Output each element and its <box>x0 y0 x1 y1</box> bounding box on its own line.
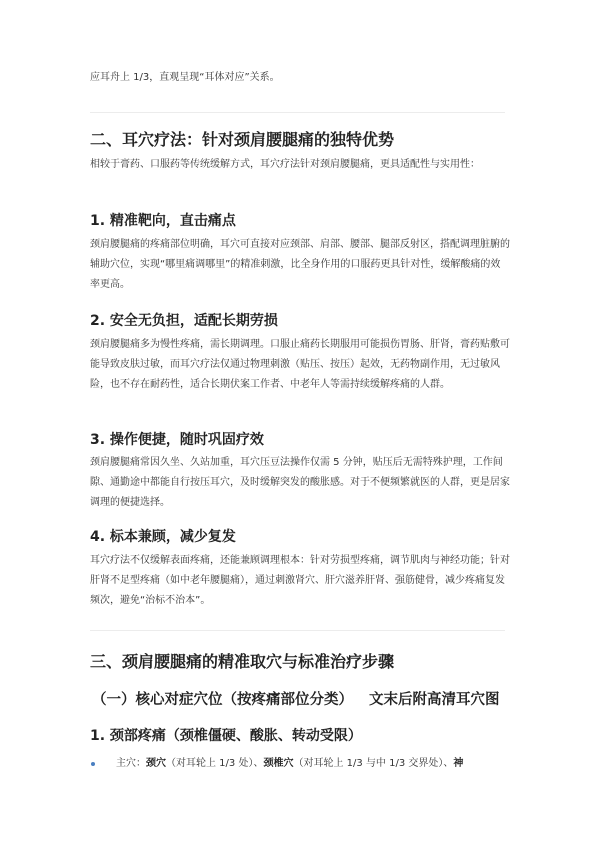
acupoint-third: 神 <box>453 758 464 769</box>
point1-heading: 1. 精准靶向，直击痛点 <box>90 213 236 229</box>
section3-heading: 三、颈肩腰腿痛的精准取穴与标准治疗步骤 <box>90 652 395 671</box>
section2-lead: 相较于膏药、口服药等传统缓解方式，耳穴疗法针对颈肩腰腿痛，更具适配性与实用性： <box>90 159 480 170</box>
acupoint-neck: 颈穴 <box>146 758 166 769</box>
point3-heading: 3. 操作便捷，随时巩固疗效 <box>90 432 264 448</box>
acupoint-cervical-desc: （对耳轮上 1/3 与中 1/3 交界处）、 <box>293 758 454 769</box>
intro-tail-text: 应耳舟上 1/3，直观呈现“耳体对应”关系。 <box>90 72 280 83</box>
section2-heading: 二、耳穴疗法：针对颈肩腰腿痛的独特优势 <box>90 130 395 149</box>
neck-pain-heading: 1. 颈部疼痛（颈椎僵硬、酸胀、转动受限） <box>90 728 362 744</box>
bullet-prefix: 主穴： <box>116 758 146 769</box>
section-divider <box>90 630 505 631</box>
point3-body: 颈肩腰腿痛常因久坐、久站加重，耳穴压豆法操作仅需 5 分钟，贴压后无需特殊护理，工作间隙、通勤途中都能自行按压耳穴，及时缓解突发的酸胀感。对于不便频繁就医的人群，更是居家调理的便捷选择。 <box>90 457 510 508</box>
acupoint-bullet <box>116 754 516 774</box>
bullet-dot <box>91 762 95 766</box>
point2-body: 颈肩腰腿痛多为慢性疼痛，需长期调理。口服止痛药长期服用可能损伤胃肠、肝肾，膏药贴敷可能导致皮肤过敏，而耳穴疗法仅通过物理刺激（贴压、按压）起效，无药物副作用，无过敏风险，也不存在耐药性，适合长期伏案工作者、中老年人等需持续缓解疼痛的人群。 <box>90 339 510 390</box>
subheading-text: （一）核心对症穴位（按疼痛部位分类） <box>92 692 353 708</box>
acupoint-neck-desc: （对耳轮上 1/3 处）、 <box>166 758 264 769</box>
point4-body: 耳穴疗法不仅缓解表面疼痛，还能兼顾调理根本：针对劳损型疼痛，调节肌肉与神经功能；针对肝肾不足型疼痛（如中老年腰腿痛），通过刺激肾穴、肝穴滋养肝肾、强筋健骨，减少疼痛复发频次，避免“治标不治本”。 <box>90 555 510 606</box>
point1-body: 颈肩腰腿痛的疼痛部位明确，耳穴可直接对应颈部、肩部、腰部、腿部反射区，搭配调理脏腑的辅助穴位，实现“哪里痛调哪里”的精准刺激，比全身作用的口服药更具针对性，缓解酸痛的效率更高。 <box>90 239 510 290</box>
point2-heading: 2. 安全无负担，适配长期劳损 <box>90 313 278 329</box>
point4-heading: 4. 标本兼顾，减少复发 <box>90 529 236 545</box>
acupoint-cervical: 颈椎穴 <box>263 758 294 769</box>
section-divider <box>90 112 505 113</box>
section3-subheading <box>92 688 500 709</box>
subheading-note: 文末后附高清耳穴图 <box>369 692 500 708</box>
